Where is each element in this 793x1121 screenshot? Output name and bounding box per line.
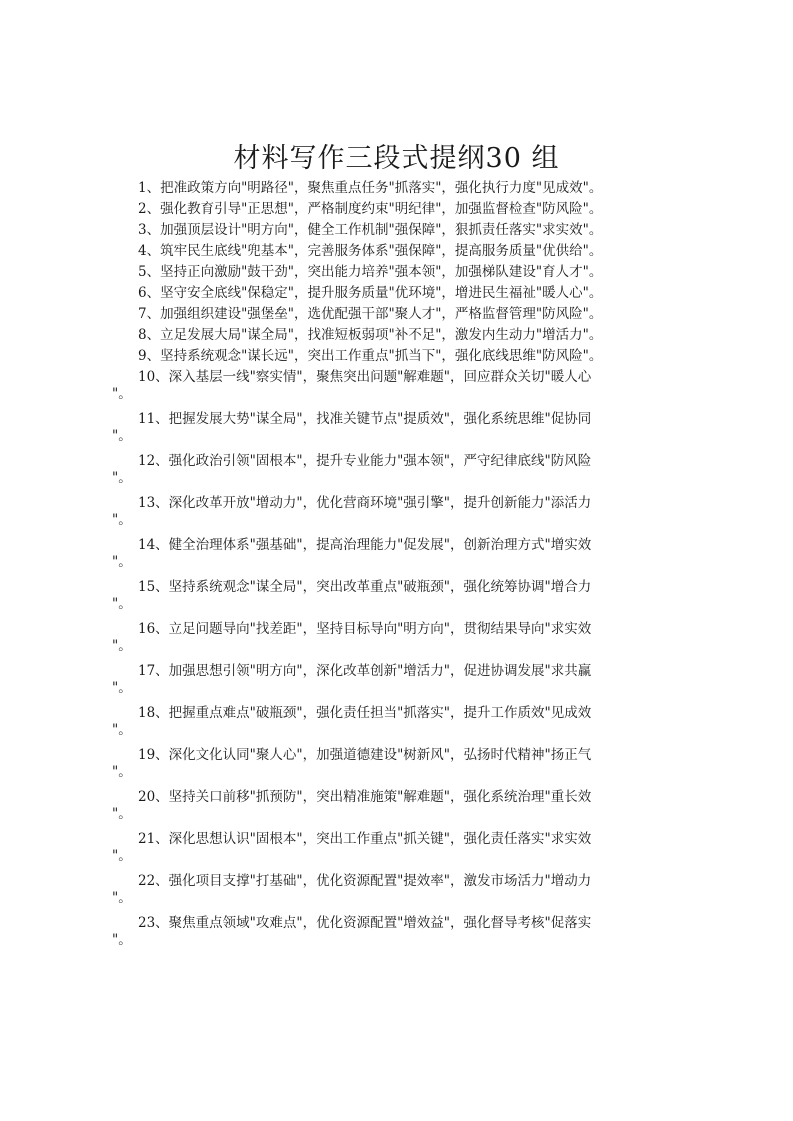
list-item-text: 15、坚持系统观念"谋全局"，突出改革重点"破瓶颈"，强化统筹协调"增合力 [138,579,592,595]
list-item-text: 17、加强思想引领"明方向"，深化改革创新"增活力"，促进协调发展"求共赢 [138,663,592,679]
list-item-text: 21、深化思想认识"固根本"，突出工作重点"抓关键"，强化责任落实"求实效 [138,831,592,847]
list-item-text: 20、坚持关口前移"抓预防"，突出精准施策"解难题"，强化系统治理"重长效 [138,789,592,805]
list-item: 6、坚守安全底线"保稳定"，提升服务质量"优环境"，增进民生福祉"暖人心"。 [138,285,603,301]
list-item: 4、筑牢民生底线"兜基本"，完善服务体系"强保障"，提高服务质量"优供给"。 [138,243,603,259]
list-item-tail: "。 [112,554,132,570]
list-item-wrapped [114,619,714,661]
list-item-tail: "。 [112,890,132,906]
list-item: 3、加强顶层设计"明方向"，健全工作机制"强保障"，狠抓责任落实"求实效"。 [138,222,603,238]
list-item: 7、加强组织建设"强堡垒"，选优配强干部"聚人才"，严格监督管理"防风险"。 [138,306,603,322]
list-item-wrapped [114,535,714,577]
list-item-wrapped [114,871,714,913]
list-item-wrapped [114,577,714,619]
list-item: 9、坚持系统观念"谋长远"，突出工作重点"抓当下"，强化底线思维"防风险"。 [138,348,603,364]
list-item-tail: "。 [112,596,132,612]
list-item-wrapped [114,829,714,871]
list-item-tail: "。 [112,806,132,822]
list-item: 1、把准政策方向"明路径"，聚焦重点任务"抓落实"，强化执行力度"见成效"。 [138,180,603,196]
list-item-wrapped [114,409,714,451]
document-title: 材料写作三段式提纲30 组 [233,143,560,174]
list-item-tail: "。 [112,848,132,864]
list-item-wrapped [114,493,714,535]
list-item-wrapped [114,451,714,493]
list-item-text: 10、深入基层一线"察实情"，聚焦突出问题"解难题"，回应群众关切"暖人心 [138,369,592,385]
outline-list [114,178,714,955]
list-item-text: 14、健全治理体系"强基础"，提高治理能力"促发展"，创新治理方式"增实效 [138,537,592,553]
list-item-tail: "。 [112,722,132,738]
list-item-text: 23、聚焦重点领域"攻难点"，优化资源配置"增效益"，强化督导考核"促落实 [138,915,592,931]
list-item-wrapped [114,661,714,703]
list-item-text: 16、立足问题导向"找差距"，坚持目标导向"明方向"，贯彻结果导向"求实效 [138,621,592,637]
list-item-tail: "。 [112,386,132,402]
list-item-tail: "。 [112,680,132,696]
list-item-tail: "。 [112,932,132,948]
list-item-wrapped [114,703,714,745]
list-item-text: 22、强化项目支撑"打基础"，优化资源配置"提效率"，激发市场活力"增动力 [138,873,592,889]
list-item-text: 11、把握发展大势"谋全局"，找准关键节点"提质效"，强化系统思维"促协同 [138,411,592,427]
list-item-wrapped [114,787,714,829]
list-item-text: 12、强化政治引领"固根本"，提升专业能力"强本领"，严守纪律底线"防风险 [138,453,592,469]
list-item-text: 13、深化改革开放"增动力"，优化营商环境"强引擎"，提升创新能力"添活力 [138,495,592,511]
list-item-wrapped [114,745,714,787]
list-item-tail: "。 [112,470,132,486]
list-item: 8、立足发展大局"谋全局"，找准短板弱项"补不足"，激发内生动力"增活力"。 [138,327,603,343]
list-item: 5、坚持正向激励"鼓干劲"，突出能力培养"强本领"，加强梯队建设"育人才"。 [138,264,603,280]
list-item-wrapped [114,367,714,409]
list-item-tail: "。 [112,428,132,444]
list-item-tail: "。 [112,512,132,528]
list-item-tail: "。 [112,638,132,654]
list-item-tail: "。 [112,764,132,780]
list-item-text: 19、深化文化认同"聚人心"，加强道德建设"树新风"，弘扬时代精神"扬正气 [138,747,592,763]
list-item-wrapped [114,913,714,955]
list-item: 2、强化教育引导"正思想"，严格制度约束"明纪律"，加强监督检查"防风险"。 [138,201,603,217]
list-item-text: 18、把握重点难点"破瓶颈"，强化责任担当"抓落实"，提升工作质效"见成效 [138,705,592,721]
